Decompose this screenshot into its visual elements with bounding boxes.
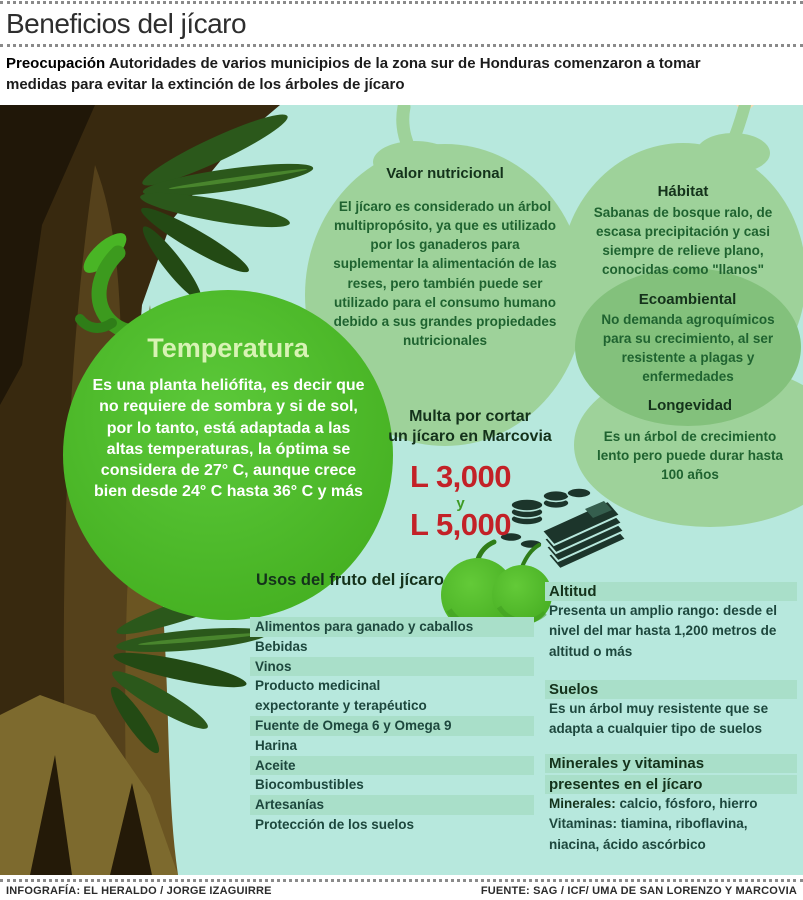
title-dotted-divider bbox=[0, 44, 803, 47]
list-item: Harina bbox=[255, 737, 298, 753]
multa-heading bbox=[375, 407, 565, 447]
preocupacion-label: Preocupación bbox=[6, 55, 106, 72]
altitud-title: Altitud bbox=[545, 582, 797, 601]
intro-text bbox=[6, 54, 746, 95]
minerales-values: calcio, fósforo, hierro bbox=[615, 796, 758, 811]
suelos-title: Suelos bbox=[545, 680, 797, 699]
infographic-canvas bbox=[0, 105, 803, 875]
list-item: Vinos bbox=[250, 657, 534, 677]
multa-heading-line1: Multa por cortar bbox=[409, 408, 531, 425]
multa-heading-line2: un jícaro en Marcovia bbox=[388, 428, 552, 445]
fine-conjunction: y bbox=[456, 495, 465, 512]
footer-dotted-divider bbox=[0, 879, 803, 882]
valor-nutricional-title: Valor nutricional bbox=[386, 165, 504, 182]
list-item: Biocombustibles bbox=[255, 777, 364, 793]
habitat-title: Hábitat bbox=[657, 183, 709, 200]
longevidad-title: Longevidad bbox=[647, 397, 733, 414]
suelos-section bbox=[545, 680, 797, 740]
minerales-label: Minerales: bbox=[549, 796, 616, 811]
list-item: Bebidas bbox=[255, 638, 308, 654]
habitat-body: Sabanas de bosque ralo, de escasa precipitación y casi siempre de relieve plano, conocidas como "llanos" bbox=[593, 205, 773, 278]
suelos-body: Es un árbol muy resistente que se adapta a cualquier tipo de suelos bbox=[549, 701, 769, 737]
valor-nutricional-body: El jícaro es considerado un árbol multipropósito, ya que es utilizado por los ganaderos para suplementar la alimentación de las reses, pero también puede ser utilizado para el consumo humano debido a sus grandes propiedades nutricionales bbox=[333, 199, 557, 349]
minerales-title-line1: Minerales y vitaminas bbox=[545, 754, 797, 773]
list-item: Artesanías bbox=[250, 795, 534, 815]
minerales-line bbox=[545, 794, 797, 814]
altitud-section bbox=[545, 582, 797, 662]
page-title: Beneficios del jícaro bbox=[6, 8, 247, 39]
list-item: Fuente de Omega 6 y Omega 9 bbox=[250, 716, 534, 736]
ecoambiental-body: No demanda agroquímicos para su crecimiento, al ser resistente a plagas y enfermedades bbox=[601, 312, 775, 385]
longevidad-body: Es un árbol de crecimiento lento pero puede durar hasta 100 años bbox=[596, 429, 784, 483]
intro-body-text: Autoridades de varios municipios de la zona sur de Honduras comenzaron a tomar medidas para evitar la extinción de los árboles de jícaro bbox=[6, 55, 701, 93]
page-header bbox=[0, 0, 803, 105]
fine-amount-1: L 3,000 bbox=[409, 459, 512, 494]
usos-list bbox=[250, 617, 534, 835]
page-footer bbox=[0, 875, 803, 900]
footer-credit: INFOGRAFÍA: EL HERALDO / JORGE IZAGUIRRE bbox=[6, 885, 272, 897]
temperatura-title: Temperatura bbox=[147, 333, 309, 363]
minerales-title-line2: presentes en el jícaro bbox=[545, 775, 797, 794]
footer-source: FUENTE: SAG / ICF/ UMA DE SAN LORENZO Y MARCOVIA bbox=[480, 885, 797, 897]
fine-amount-2: L 5,000 bbox=[409, 507, 512, 542]
top-dotted-divider bbox=[0, 1, 803, 4]
list-item: Alimentos para ganado y caballos bbox=[250, 617, 534, 637]
ecoambiental-title: Ecoambiental bbox=[638, 291, 737, 308]
list-item: Producto medicinal bbox=[255, 678, 381, 694]
usos-heading: Usos del fruto del jícaro bbox=[256, 571, 444, 589]
minerales-section bbox=[545, 754, 797, 855]
list-item: expectorante y terapéutico bbox=[255, 698, 427, 714]
list-item: Aceite bbox=[250, 756, 534, 776]
vitaminas-line: Vitaminas: tiamina, riboflavina, niacina, ácido ascórbico bbox=[549, 816, 748, 852]
temperatura-body: Es una planta heliófita, es decir que no requiere de sombra y si de sol, por lo tanto, está adaptada a las altas temperaturas, la óptima se considera de 27° C, aunque crece bien desde 24° C hasta 36° C y más bbox=[92, 377, 365, 501]
list-item: Protección de los suelos bbox=[255, 816, 415, 832]
altitud-body: Presenta un amplio rango: desde el nivel del mar hasta 1,200 metros de altitud o más bbox=[549, 603, 778, 659]
